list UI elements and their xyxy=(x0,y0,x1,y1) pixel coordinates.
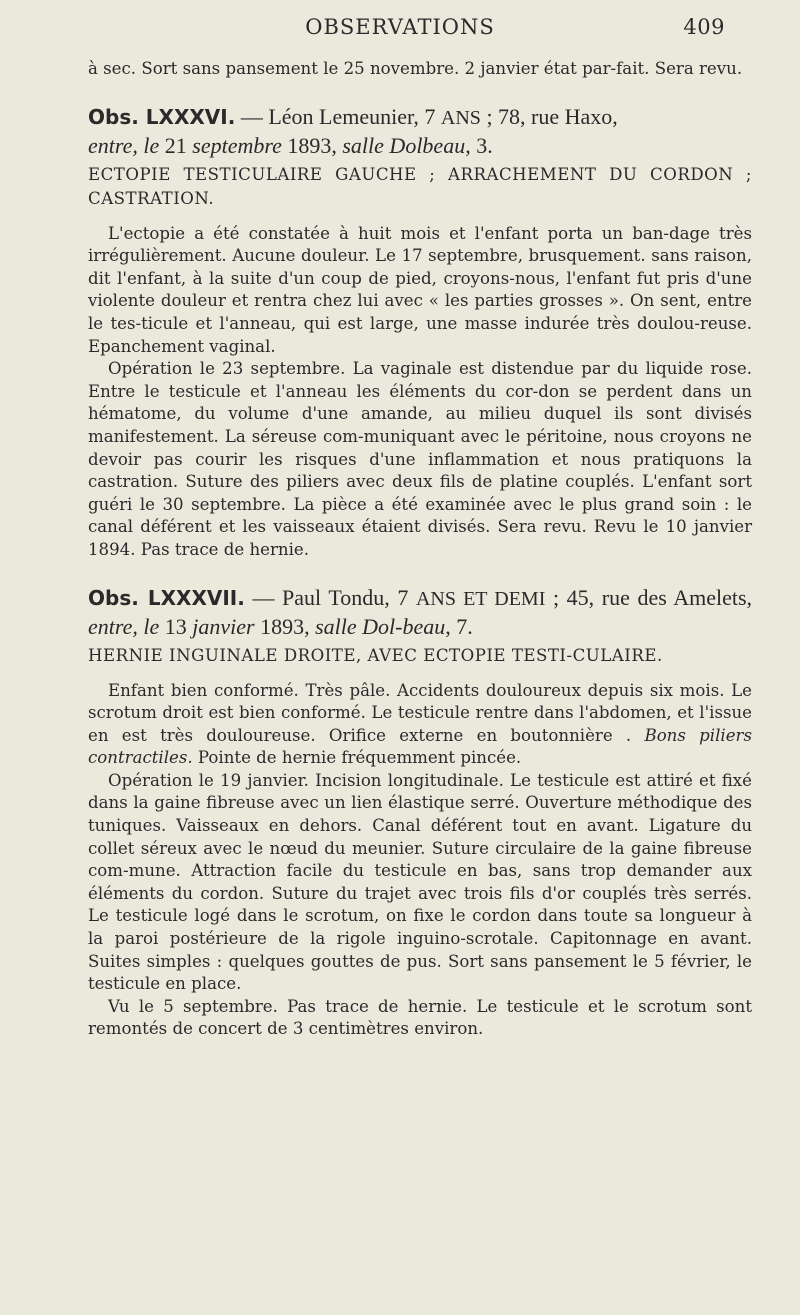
obs-87-paragraph-2: Opération le 19 janvier. Incision longitudinale. Le testicule est attiré et fixé dans la gaine fibreuse avec un lien élastique serré. Ouverture méthodique des tuniques. Vaisseaux en dehors. Canal déférent tout en avant. Ligature du collet séreux avec le nœud du meunier. Suture circulaire de la gaine fibreuse com-mune. Attraction facile du testicule en bas, sans trop demander aux éléments du cordon. Suture du trajet avec trois fils d'or couplés très serrés. Le testicule logé dans le scrotum, on fixe le cordon dans toute sa longueur à la paroi postérieure de la rigole inguino-scrotale. Capitonnage en avant. Suites simples : quelques gouttes de pus. Sort sans pansement le 5 février, le testicule en place. xyxy=(88,770,752,994)
obs-86-heading xyxy=(88,103,752,159)
obs-87-heading xyxy=(88,584,752,640)
obs-87-p1-text-a: Enfant bien conformé. Très pâle. Accidents douloureux depuis six mois. Le scrotum droit est bien conformé. Le testicule rentre dans l'abdomen, et l'issue en est très douloureuse. Orifice externe en boutonnière . xyxy=(88,680,752,745)
obs-86-entry-month: septembre xyxy=(192,132,282,158)
obs-86-ward: salle Dolbeau xyxy=(342,132,466,158)
obs-87-bed: , 7. xyxy=(445,613,473,639)
obs-87-p1-text-b: Pointe de hernie fréquemment pincée. xyxy=(192,748,522,768)
page-content xyxy=(88,58,752,1041)
obs-86-entry-year: 1893, xyxy=(281,132,343,158)
obs-87-age: ANS ET DEMI xyxy=(415,587,546,610)
obs-86-entry-prefix: entre, le xyxy=(88,132,160,158)
obs-87-address: ; 45, rue des Amelets, xyxy=(545,584,753,610)
intro-paragraph: à sec. Sort sans pansement le 25 novembre. 2 janvier état par-fait. Sera revu. xyxy=(88,59,743,78)
obs-86-patient: — Léon Lemeunier, 7 xyxy=(235,103,441,129)
obs-87-entry-month: janvier xyxy=(192,613,255,639)
obs-87-label: Obs. LXXXVII. xyxy=(88,585,245,610)
obs-87-paragraph-1 xyxy=(88,680,752,770)
obs-87-paragraph-3: Vu le 5 septembre. Pas trace de hernie. Le testicule et le scrotum sont remontés de concert de 3 centimètres environ. xyxy=(88,996,752,1039)
obs-86-age: ANS xyxy=(440,106,481,129)
running-title: OBSERVATIONS xyxy=(305,15,495,39)
obs-87-ward: salle Dol-beau xyxy=(315,613,446,639)
obs-86-label: Obs. LXXXVI. xyxy=(88,104,236,129)
obs-86-entry-day: 21 xyxy=(159,132,193,158)
page-header xyxy=(0,15,800,39)
obs-86-paragraph-2: Opération le 23 septembre. La vaginale est distendue par du liquide rose. Entre le testicule et l'anneau les éléments du cor-don se perdent dans un hématome, du volume d'une amande, au milieu duquel ils sont divisés manifestement. La séreuse com-muniquant avec le péritoine, nous croyons ne devoir pas courir les risques d'une inflammation et nous pratiquons la castration. Suture des piliers avec deux fils de platine couplés. L'enfant sort guéri le 30 septembre. La pièce a été examinée avec le plus grand soin : le canal déférent et les vaisseaux étaient divisés. Sera revu. Revu le 10 janvier 1894. Pas trace de hernie. xyxy=(88,359,752,559)
obs-87-diagnosis: HERNIE INGUINALE DROITE, AVEC ECTOPIE TESTI-CULAIRE. xyxy=(88,645,663,665)
obs-86-diagnosis: ECTOPIE TESTICULAIRE GAUCHE ; ARRACHEMENT DU CORDON ; CASTRATION. xyxy=(88,164,752,208)
obs-87-p1-emphasis: Bons piliers contractiles. xyxy=(88,725,752,768)
obs-87-patient: — Paul Tondu, 7 xyxy=(244,584,416,610)
page-number: 409 xyxy=(683,15,725,39)
obs-87-entry-year: 1893, xyxy=(254,613,316,639)
obs-87-entry-prefix: entre, le xyxy=(88,613,160,639)
obs-86-address: ; 78, rue Haxo, xyxy=(480,103,618,129)
obs-86-bed: , 3. xyxy=(465,132,493,158)
obs-86-paragraph-1: L'ectopie a été constatée à huit mois et l'enfant porta un ban-dage très irrégulièrement. Aucune douleur. Le 17 septembre, brusquement. sans raison, dit l'enfant, à la suite d'un coup de pied, croyons-nous, l'enfant fut pris d'une violente douleur et rentra chez lui avec « les parties grosses ». On sent, entre le tes-ticule et l'anneau, qui est large, une masse indurée très doulou-reuse. Epanchement vaginal. xyxy=(88,223,752,356)
obs-87-entry-day: 13 xyxy=(159,613,193,639)
